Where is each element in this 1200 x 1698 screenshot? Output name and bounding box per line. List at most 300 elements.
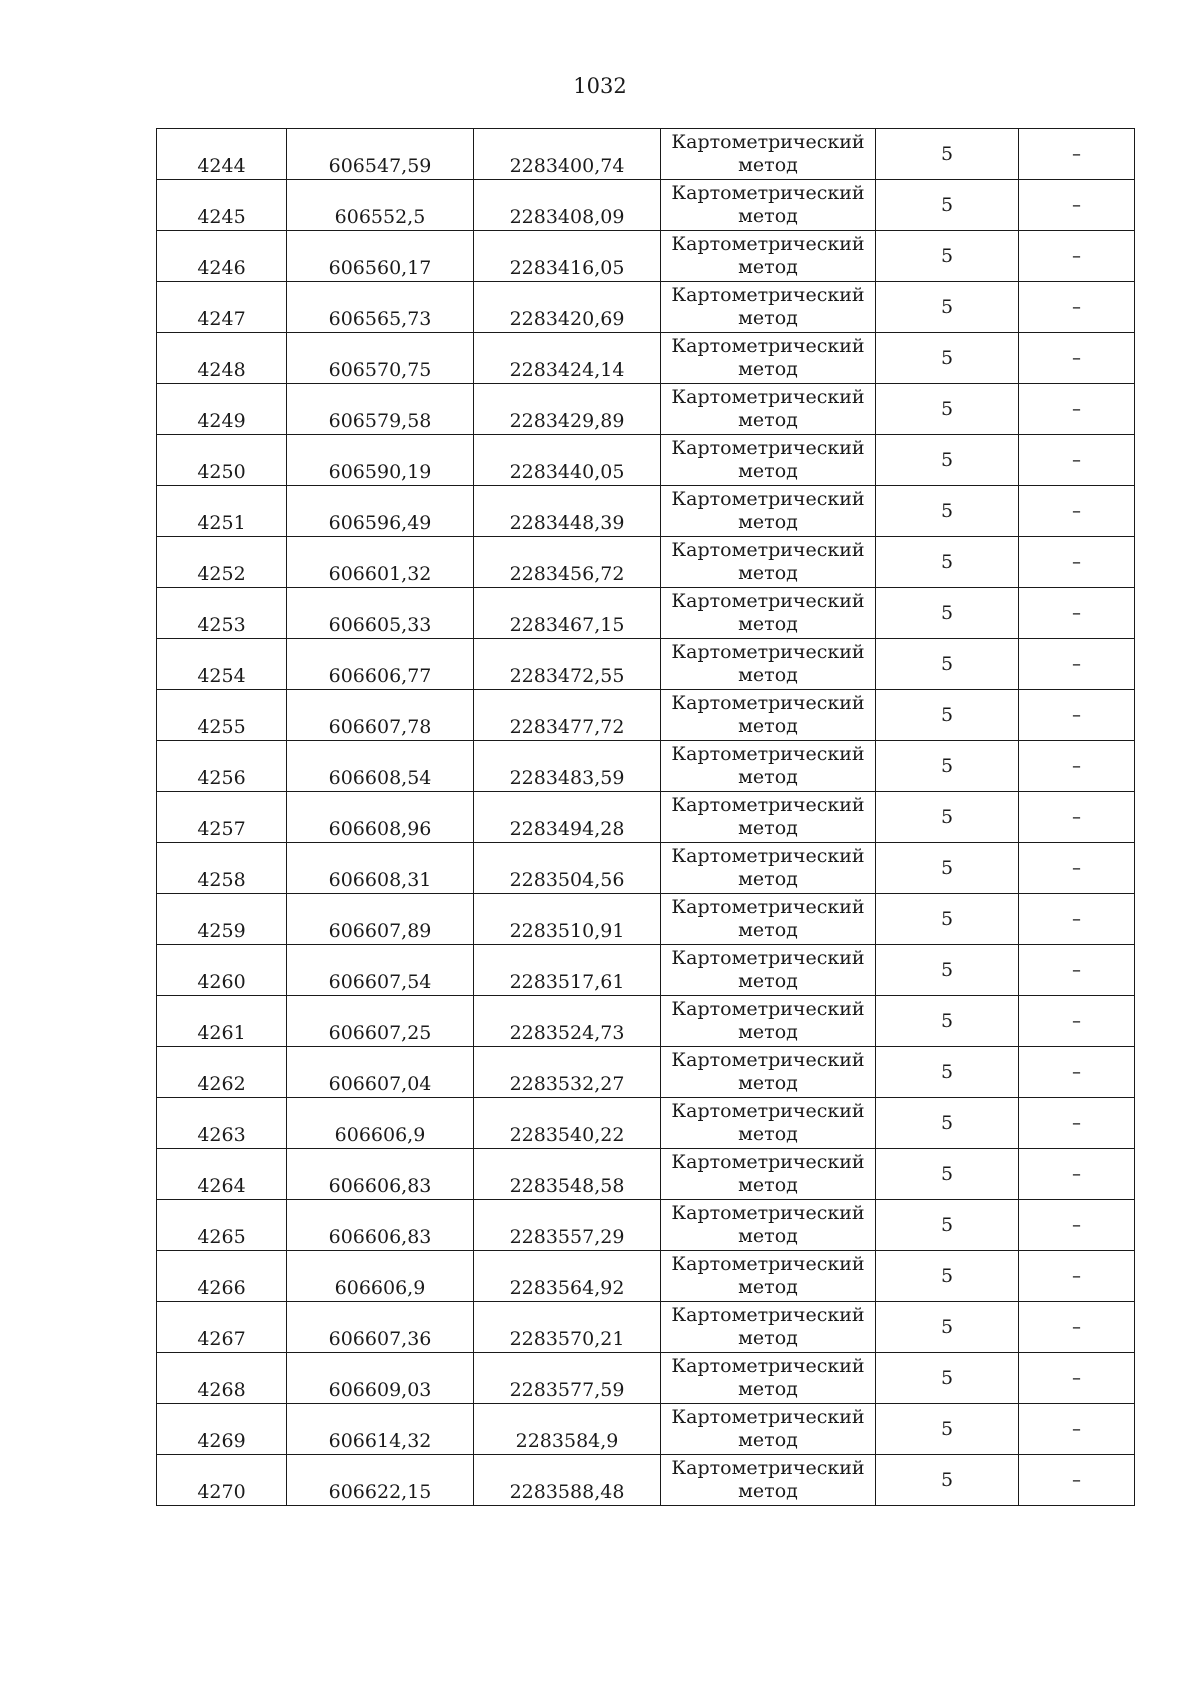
x-coordinate-cell: [287, 333, 474, 384]
method-line-2: метод: [738, 154, 798, 176]
x-coordinate-cell: [287, 1302, 474, 1353]
accuracy-cell: [876, 537, 1019, 588]
x-coordinate-cell: [287, 1200, 474, 1251]
x-coordinate-cell: [287, 180, 474, 231]
point-number-cell: [157, 180, 287, 231]
point-number: 4261: [197, 1022, 246, 1044]
point-number: 4247: [197, 308, 246, 330]
accuracy-cell: [876, 486, 1019, 537]
accuracy-cell: [876, 996, 1019, 1047]
point-number: 4260: [197, 971, 246, 993]
x-coordinate: 606608,96: [328, 818, 432, 840]
table-row: [157, 129, 1135, 180]
method-cell: [661, 690, 876, 741]
description-cell: [1019, 894, 1135, 945]
point-number-cell: [157, 333, 287, 384]
description-value: –: [1072, 194, 1081, 216]
x-coordinate: 606607,25: [328, 1022, 432, 1044]
y-coordinate: 2283532,27: [509, 1073, 625, 1095]
method-line-1: Картометрический: [671, 335, 865, 357]
x-coordinate-cell: [287, 435, 474, 486]
method-line-1: Картометрический: [671, 1100, 865, 1122]
accuracy-value: 5: [940, 397, 954, 420]
point-number: 4269: [197, 1430, 246, 1452]
description-cell: [1019, 1149, 1135, 1200]
description-cell: [1019, 384, 1135, 435]
y-coordinate: 2283472,55: [509, 665, 625, 687]
table-row: [157, 1302, 1135, 1353]
point-number: 4270: [197, 1481, 246, 1503]
point-number-cell: [157, 996, 287, 1047]
method-line-2: метод: [738, 1378, 798, 1400]
y-coordinate: 2283400,74: [509, 155, 625, 177]
point-number: 4267: [197, 1328, 246, 1350]
y-coordinate: 2283584,9: [515, 1430, 619, 1452]
point-number-cell: [157, 1200, 287, 1251]
method-line-1: Картометрический: [671, 641, 865, 663]
accuracy-cell: [876, 1251, 1019, 1302]
y-coordinate-cell: [474, 792, 661, 843]
accuracy-cell: [876, 1200, 1019, 1251]
method-line-1: Картометрический: [671, 1151, 865, 1173]
method-line-1: Картометрический: [671, 590, 865, 612]
accuracy-value: 5: [940, 499, 954, 522]
description-value: –: [1072, 1061, 1081, 1083]
x-coordinate: 606607,54: [328, 971, 432, 993]
x-coordinate: 606614,32: [328, 1430, 432, 1452]
x-coordinate: 606590,19: [328, 461, 432, 483]
point-number: 4266: [197, 1277, 246, 1299]
y-coordinate-cell: [474, 690, 661, 741]
method-line-2: метод: [738, 970, 798, 992]
accuracy-value: 5: [940, 1009, 954, 1032]
accuracy-value: 5: [940, 346, 954, 369]
y-coordinate-cell: [474, 1251, 661, 1302]
method-cell: [661, 231, 876, 282]
method-line-1: Картометрический: [671, 284, 865, 306]
y-coordinate: 2283517,61: [509, 971, 625, 993]
point-number-cell: [157, 741, 287, 792]
description-value: –: [1072, 602, 1081, 624]
x-coordinate: 606596,49: [328, 512, 432, 534]
description-cell: [1019, 690, 1135, 741]
description-cell: [1019, 129, 1135, 180]
y-coordinate-cell: [474, 486, 661, 537]
table-row: [157, 1098, 1135, 1149]
y-coordinate-cell: [474, 282, 661, 333]
table-row: [157, 843, 1135, 894]
point-number-cell: [157, 1149, 287, 1200]
method-line-1: Картометрический: [671, 1406, 865, 1428]
table-row: [157, 741, 1135, 792]
y-coordinate-cell: [474, 231, 661, 282]
table-row: [157, 1047, 1135, 1098]
y-coordinate-cell: [474, 894, 661, 945]
description-cell: [1019, 231, 1135, 282]
y-coordinate: 2283440,05: [509, 461, 625, 483]
y-coordinate: 2283467,15: [509, 614, 625, 636]
table-row: [157, 1404, 1135, 1455]
y-coordinate-cell: [474, 384, 661, 435]
method-line-1: Картометрический: [671, 1049, 865, 1071]
method-cell: [661, 792, 876, 843]
accuracy-value: 5: [940, 1417, 954, 1440]
accuracy-value: 5: [940, 142, 954, 165]
method-line-1: Картометрический: [671, 794, 865, 816]
y-coordinate-cell: [474, 1149, 661, 1200]
description-cell: [1019, 333, 1135, 384]
description-value: –: [1072, 857, 1081, 879]
description-cell: [1019, 1302, 1135, 1353]
x-coordinate: 606605,33: [328, 614, 432, 636]
description-value: –: [1072, 1367, 1081, 1389]
x-coordinate-cell: [287, 588, 474, 639]
table-row: [157, 231, 1135, 282]
y-coordinate-cell: [474, 1455, 661, 1506]
point-number-cell: [157, 792, 287, 843]
method-line-1: Картометрический: [671, 539, 865, 561]
point-number: 4268: [197, 1379, 246, 1401]
description-cell: [1019, 180, 1135, 231]
method-line-1: Картометрический: [671, 131, 865, 153]
method-cell: [661, 1047, 876, 1098]
x-coordinate: 606579,58: [328, 410, 432, 432]
table-row: [157, 1251, 1135, 1302]
method-line-2: метод: [738, 1123, 798, 1145]
y-coordinate: 2283570,21: [509, 1328, 625, 1350]
method-line-2: метод: [738, 613, 798, 635]
point-number-cell: [157, 537, 287, 588]
x-coordinate-cell: [287, 537, 474, 588]
point-number: 4255: [197, 716, 246, 738]
description-value: –: [1072, 1265, 1081, 1287]
point-number: 4249: [197, 410, 246, 432]
description-cell: [1019, 945, 1135, 996]
x-coordinate: 606606,9: [334, 1124, 426, 1146]
y-coordinate: 2283504,56: [509, 869, 625, 891]
method-cell: [661, 282, 876, 333]
point-number: 4245: [197, 206, 246, 228]
x-coordinate: 606608,31: [328, 869, 432, 891]
method-line-2: метод: [738, 205, 798, 227]
description-cell: [1019, 1251, 1135, 1302]
point-number-cell: [157, 129, 287, 180]
x-coordinate-cell: [287, 792, 474, 843]
method-line-2: метод: [738, 358, 798, 380]
x-coordinate-cell: [287, 1251, 474, 1302]
point-number-cell: [157, 1047, 287, 1098]
description-value: –: [1072, 653, 1081, 675]
y-coordinate-cell: [474, 1047, 661, 1098]
description-value: –: [1072, 1418, 1081, 1440]
description-cell: [1019, 435, 1135, 486]
accuracy-value: 5: [940, 1111, 954, 1134]
y-coordinate: 2283420,69: [509, 308, 625, 330]
y-coordinate: 2283483,59: [509, 767, 625, 789]
method-line-2: метод: [738, 511, 798, 533]
x-coordinate-cell: [287, 690, 474, 741]
point-number-cell: [157, 1404, 287, 1455]
page-number: 1032: [573, 74, 627, 98]
method-cell: [661, 333, 876, 384]
point-number-cell: [157, 384, 287, 435]
x-coordinate: 606622,15: [328, 1481, 432, 1503]
description-cell: [1019, 537, 1135, 588]
point-number: 4254: [197, 665, 246, 687]
point-number: 4251: [197, 512, 246, 534]
description-value: –: [1072, 959, 1081, 981]
description-value: –: [1072, 143, 1081, 165]
accuracy-value: 5: [940, 805, 954, 828]
method-cell: [661, 1455, 876, 1506]
x-coordinate: 606607,36: [328, 1328, 432, 1350]
y-coordinate-cell: [474, 945, 661, 996]
y-coordinate-cell: [474, 843, 661, 894]
x-coordinate: 606607,89: [328, 920, 432, 942]
point-number-cell: [157, 486, 287, 537]
accuracy-cell: [876, 1047, 1019, 1098]
accuracy-cell: [876, 894, 1019, 945]
y-coordinate-cell: [474, 537, 661, 588]
accuracy-cell: [876, 1302, 1019, 1353]
method-line-1: Картометрический: [671, 1253, 865, 1275]
method-cell: [661, 1404, 876, 1455]
x-coordinate: 606607,78: [328, 716, 432, 738]
point-number: 4256: [197, 767, 246, 789]
method-cell: [661, 1251, 876, 1302]
method-line-1: Картометрический: [671, 845, 865, 867]
method-line-1: Картометрический: [671, 1457, 865, 1479]
method-line-2: метод: [738, 868, 798, 890]
y-coordinate: 2283540,22: [509, 1124, 625, 1146]
y-coordinate-cell: [474, 996, 661, 1047]
y-coordinate-cell: [474, 1098, 661, 1149]
method-cell: [661, 843, 876, 894]
method-line-1: Картометрический: [671, 437, 865, 459]
y-coordinate: 2283456,72: [509, 563, 625, 585]
table-row: [157, 945, 1135, 996]
x-coordinate-cell: [287, 1098, 474, 1149]
y-coordinate: 2283416,05: [509, 257, 625, 279]
accuracy-cell: [876, 1455, 1019, 1506]
x-coordinate: 606601,32: [328, 563, 432, 585]
accuracy-value: 5: [940, 1213, 954, 1236]
description-value: –: [1072, 755, 1081, 777]
accuracy-cell: [876, 588, 1019, 639]
accuracy-value: 5: [940, 1315, 954, 1338]
method-line-1: Картометрический: [671, 1355, 865, 1377]
x-coordinate: 606547,59: [328, 155, 432, 177]
table-row: [157, 333, 1135, 384]
y-coordinate-cell: [474, 639, 661, 690]
method-line-2: метод: [738, 256, 798, 278]
accuracy-cell: [876, 1149, 1019, 1200]
y-coordinate: 2283564,92: [509, 1277, 625, 1299]
description-cell: [1019, 588, 1135, 639]
description-value: –: [1072, 1112, 1081, 1134]
method-cell: [661, 996, 876, 1047]
method-line-2: метод: [738, 664, 798, 686]
method-line-1: Картометрический: [671, 488, 865, 510]
description-cell: [1019, 486, 1135, 537]
x-coordinate-cell: [287, 129, 474, 180]
accuracy-value: 5: [940, 193, 954, 216]
description-cell: [1019, 996, 1135, 1047]
x-coordinate-cell: [287, 384, 474, 435]
description-cell: [1019, 741, 1135, 792]
x-coordinate: 606608,54: [328, 767, 432, 789]
method-cell: [661, 741, 876, 792]
description-value: –: [1072, 1163, 1081, 1185]
x-coordinate: 606609,03: [328, 1379, 432, 1401]
table-row: [157, 1149, 1135, 1200]
y-coordinate: 2283448,39: [509, 512, 625, 534]
method-line-1: Картометрический: [671, 692, 865, 714]
point-number: 4253: [197, 614, 246, 636]
description-value: –: [1072, 500, 1081, 522]
method-line-2: метод: [738, 1480, 798, 1502]
point-number-cell: [157, 1098, 287, 1149]
method-line-2: метод: [738, 1225, 798, 1247]
accuracy-cell: [876, 792, 1019, 843]
x-coordinate-cell: [287, 639, 474, 690]
accuracy-value: 5: [940, 1468, 954, 1491]
method-line-1: Картометрический: [671, 896, 865, 918]
description-cell: [1019, 1047, 1135, 1098]
method-line-2: метод: [738, 460, 798, 482]
description-value: –: [1072, 449, 1081, 471]
description-cell: [1019, 1404, 1135, 1455]
table-row: [157, 1200, 1135, 1251]
method-cell: [661, 588, 876, 639]
method-line-1: Картометрический: [671, 386, 865, 408]
point-number: 4257: [197, 818, 246, 840]
method-line-1: Картометрический: [671, 947, 865, 969]
point-number: 4258: [197, 869, 246, 891]
method-cell: [661, 1200, 876, 1251]
method-cell: [661, 486, 876, 537]
point-number: 4262: [197, 1073, 246, 1095]
method-cell: [661, 129, 876, 180]
point-number-cell: [157, 1353, 287, 1404]
method-line-2: метод: [738, 715, 798, 737]
y-coordinate-cell: [474, 333, 661, 384]
method-line-2: метод: [738, 817, 798, 839]
method-line-2: метод: [738, 1072, 798, 1094]
method-cell: [661, 1353, 876, 1404]
accuracy-value: 5: [940, 448, 954, 471]
table-row: [157, 639, 1135, 690]
method-line-1: Картометрический: [671, 998, 865, 1020]
accuracy-value: 5: [940, 652, 954, 675]
x-coordinate-cell: [287, 894, 474, 945]
method-cell: [661, 945, 876, 996]
x-coordinate: 606560,17: [328, 257, 432, 279]
y-coordinate: 2283424,14: [509, 359, 625, 381]
y-coordinate-cell: [474, 741, 661, 792]
table-row: [157, 180, 1135, 231]
point-number: 4252: [197, 563, 246, 585]
description-value: –: [1072, 806, 1081, 828]
y-coordinate-cell: [474, 1302, 661, 1353]
accuracy-cell: [876, 945, 1019, 996]
table-row: [157, 588, 1135, 639]
y-coordinate: 2283429,89: [509, 410, 625, 432]
method-line-2: метод: [738, 1276, 798, 1298]
x-coordinate: 606606,77: [328, 665, 432, 687]
method-cell: [661, 1149, 876, 1200]
y-coordinate: 2283577,59: [509, 1379, 625, 1401]
description-cell: [1019, 1200, 1135, 1251]
description-cell: [1019, 282, 1135, 333]
accuracy-value: 5: [940, 1060, 954, 1083]
description-value: –: [1072, 1010, 1081, 1032]
accuracy-cell: [876, 282, 1019, 333]
description-cell: [1019, 1098, 1135, 1149]
description-value: –: [1072, 347, 1081, 369]
accuracy-cell: [876, 384, 1019, 435]
y-coordinate: 2283408,09: [509, 206, 625, 228]
x-coordinate-cell: [287, 1149, 474, 1200]
description-value: –: [1072, 704, 1081, 726]
description-cell: [1019, 792, 1135, 843]
description-cell: [1019, 1455, 1135, 1506]
method-cell: [661, 639, 876, 690]
method-cell: [661, 894, 876, 945]
description-value: –: [1072, 551, 1081, 573]
accuracy-value: 5: [940, 703, 954, 726]
description-value: –: [1072, 245, 1081, 267]
accuracy-cell: [876, 741, 1019, 792]
x-coordinate: 606570,75: [328, 359, 432, 381]
x-coordinate: 606606,83: [328, 1175, 432, 1197]
method-cell: [661, 180, 876, 231]
point-number: 4265: [197, 1226, 246, 1248]
method-line-1: Картометрический: [671, 182, 865, 204]
description-value: –: [1072, 296, 1081, 318]
accuracy-cell: [876, 180, 1019, 231]
method-line-1: Картометрический: [671, 233, 865, 255]
accuracy-cell: [876, 435, 1019, 486]
x-coordinate: 606606,83: [328, 1226, 432, 1248]
point-number-cell: [157, 1455, 287, 1506]
accuracy-cell: [876, 129, 1019, 180]
table-row: [157, 690, 1135, 741]
point-number-cell: [157, 282, 287, 333]
point-number-cell: [157, 588, 287, 639]
table-row: [157, 792, 1135, 843]
point-number: 4248: [197, 359, 246, 381]
point-number-cell: [157, 894, 287, 945]
description-cell: [1019, 843, 1135, 894]
table-row: [157, 384, 1135, 435]
y-coordinate-cell: [474, 1200, 661, 1251]
accuracy-value: 5: [940, 754, 954, 777]
x-coordinate-cell: [287, 1047, 474, 1098]
table-row: [157, 282, 1135, 333]
coordinates-table-body: [157, 129, 1135, 1506]
accuracy-cell: [876, 639, 1019, 690]
method-cell: [661, 435, 876, 486]
accuracy-value: 5: [940, 1264, 954, 1287]
accuracy-value: 5: [940, 295, 954, 318]
y-coordinate-cell: [474, 180, 661, 231]
table-row: [157, 486, 1135, 537]
point-number-cell: [157, 639, 287, 690]
method-line-2: метод: [738, 1327, 798, 1349]
description-value: –: [1072, 1469, 1081, 1491]
x-coordinate: 606607,04: [328, 1073, 432, 1095]
